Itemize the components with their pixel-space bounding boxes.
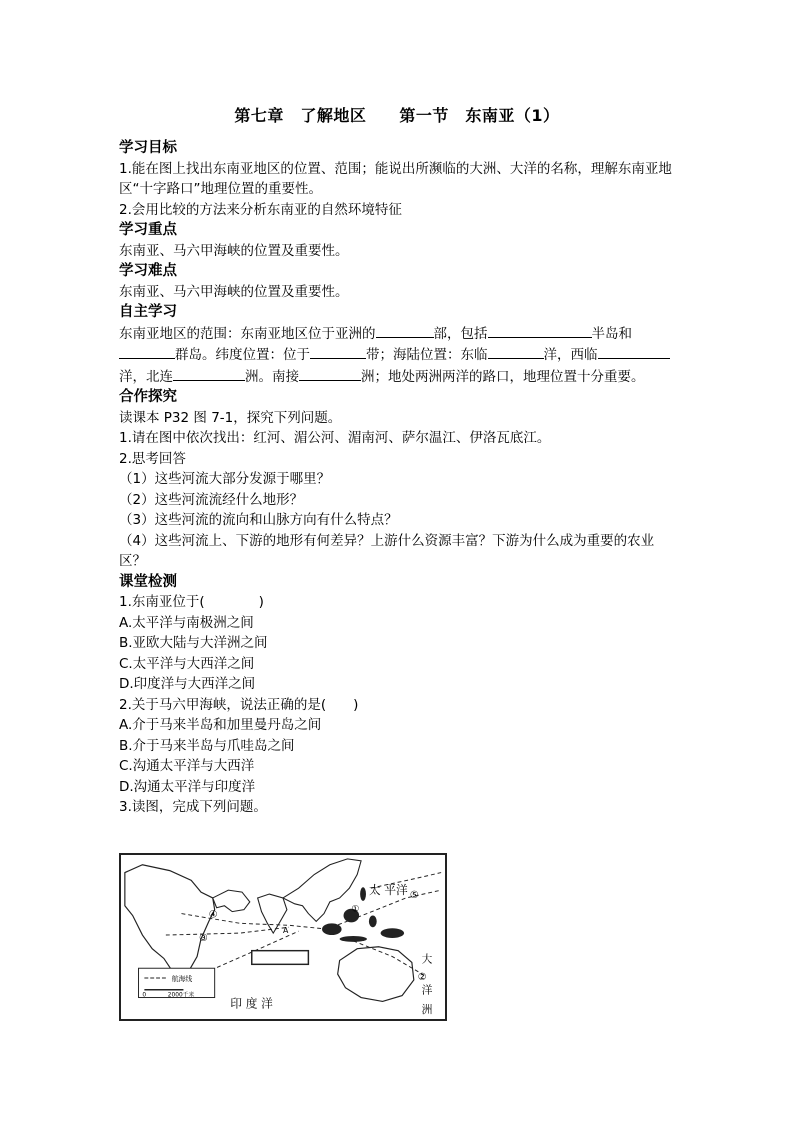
key-text: 东南亚、马六甲海峡的位置及重要性。	[119, 242, 349, 259]
self-text: 带；海陆位置：东临	[366, 347, 488, 363]
test-option: C.沟通太平洋与大西洋	[119, 758, 255, 774]
route-marker: ①	[351, 904, 360, 915]
fill-blank[interactable]	[173, 366, 245, 381]
legend-route-label: 航海线	[171, 974, 193, 983]
legend-scale-label: 2000千米	[167, 992, 195, 999]
test-q1: 1.东南亚位于( )	[119, 594, 264, 610]
fill-blank[interactable]	[488, 323, 592, 338]
difficulty-heading: 学习难点	[119, 263, 177, 279]
self-text: 半岛和	[591, 325, 632, 342]
legend-scale-zero: 0	[142, 992, 147, 999]
coop-intro: 读课本 P32 图 7-1，探究下列问题。	[119, 409, 342, 426]
difficulty-text: 东南亚、马六甲海峡的位置及重要性。	[119, 283, 349, 300]
goal-item: 2.会用比较的方法来分析东南亚的自然环境特征	[119, 201, 402, 218]
route-line	[353, 941, 425, 976]
coop-sub-question: （4）这些河流上、下游的地形有何差异？上游什么资源丰富？下游为什么成为重要的农业区？	[119, 532, 655, 569]
fill-blank[interactable]	[488, 344, 544, 359]
new-guinea-island	[381, 928, 404, 938]
self-text: 洋，西临	[543, 347, 598, 363]
test-q3: 3.读图，完成下列问题。	[119, 799, 267, 815]
self-study-paragraph	[119, 323, 675, 388]
coop-q1: 1.请在图中依次找出：红河、湄公河、湄南河、萨尔温江、伊洛瓦底江。	[119, 430, 551, 446]
worksheet	[119, 104, 675, 818]
self-text: 洋，北连	[119, 368, 173, 385]
self-text: 洲。南接	[245, 368, 299, 385]
philippines-island	[360, 887, 366, 901]
fill-blank[interactable]	[376, 323, 434, 338]
indian-ocean-label: 印 度 洋	[230, 996, 273, 1011]
fill-blank[interactable]	[119, 344, 175, 359]
sulawesi-island	[369, 916, 377, 928]
self-text: 部，包括	[433, 325, 488, 342]
self-text: 洲；地处两洲两洋的路口，地理位置十分重要。	[361, 368, 645, 385]
test-option: B.介于马来半岛与爪哇岛之间	[119, 737, 295, 754]
test-option: A.介于马来半岛和加里曼丹岛之间	[119, 717, 322, 733]
page-title: 第七章 了解地区 第一节 东南亚（1）	[234, 106, 560, 125]
map-legend	[139, 968, 215, 998]
australia-landmass	[338, 947, 414, 1002]
continent-label: 大	[421, 952, 433, 966]
route-marker: ②	[417, 971, 427, 983]
route-marker: ④	[208, 909, 218, 921]
key-heading: 学习重点	[119, 222, 177, 238]
test-heading: 课堂检测	[119, 573, 177, 590]
route-marker: ③	[199, 932, 208, 944]
shipping-route-map	[119, 853, 447, 1021]
test-option: C.太平洋与大西洋之间	[119, 655, 255, 672]
route-line	[181, 914, 327, 930]
answer-box[interactable]	[252, 951, 309, 965]
coop-q2: 2.思考回答	[119, 450, 186, 467]
continent-label: 洲	[421, 1003, 433, 1017]
fill-blank[interactable]	[299, 366, 361, 381]
goals-heading: 学习目标	[119, 140, 177, 156]
self-study-heading: 自主学习	[119, 304, 177, 320]
continent-label: 洋	[421, 983, 433, 997]
coop-sub-question: （2）这些河流流经什么地形？	[119, 491, 304, 508]
africa-landmass	[125, 865, 215, 976]
arabia-landmass	[213, 890, 250, 911]
test-q2: 2.关于马六甲海峡，说法正确的是( )	[119, 696, 359, 713]
pacific-label: 太 平洋	[368, 883, 408, 898]
fill-blank[interactable]	[598, 344, 670, 359]
self-text: 群岛。纬度位置：位于	[175, 347, 310, 363]
point-label: A	[283, 926, 289, 936]
self-text: 东南亚地区的范围：东南亚地区位于亚洲的	[119, 325, 376, 342]
goal-item: 1.能在图上找出东南亚地区的位置、范围；能说出所濒临的大洲、大洋的名称，理解东南亚地区“十字路口”地理位置的重要性。	[119, 160, 672, 197]
coop-heading: 合作探究	[119, 389, 177, 405]
coop-sub-question: （3）这些河流的流向和山脉方向有什么特点？	[119, 512, 398, 528]
test-option: D.印度洋与大西洋之间	[119, 676, 256, 692]
map-svg	[121, 855, 445, 1019]
test-option: A.太平洋与南极洲之间	[119, 614, 254, 631]
test-option: B.亚欧大陆与大洋洲之间	[119, 635, 268, 651]
test-option: D.沟通太平洋与印度洋	[119, 778, 256, 795]
fill-blank[interactable]	[310, 344, 366, 359]
coop-sub-question: （1）这些河流大部分发源于哪里？	[119, 471, 331, 487]
route-marker: ⑤	[409, 889, 419, 901]
